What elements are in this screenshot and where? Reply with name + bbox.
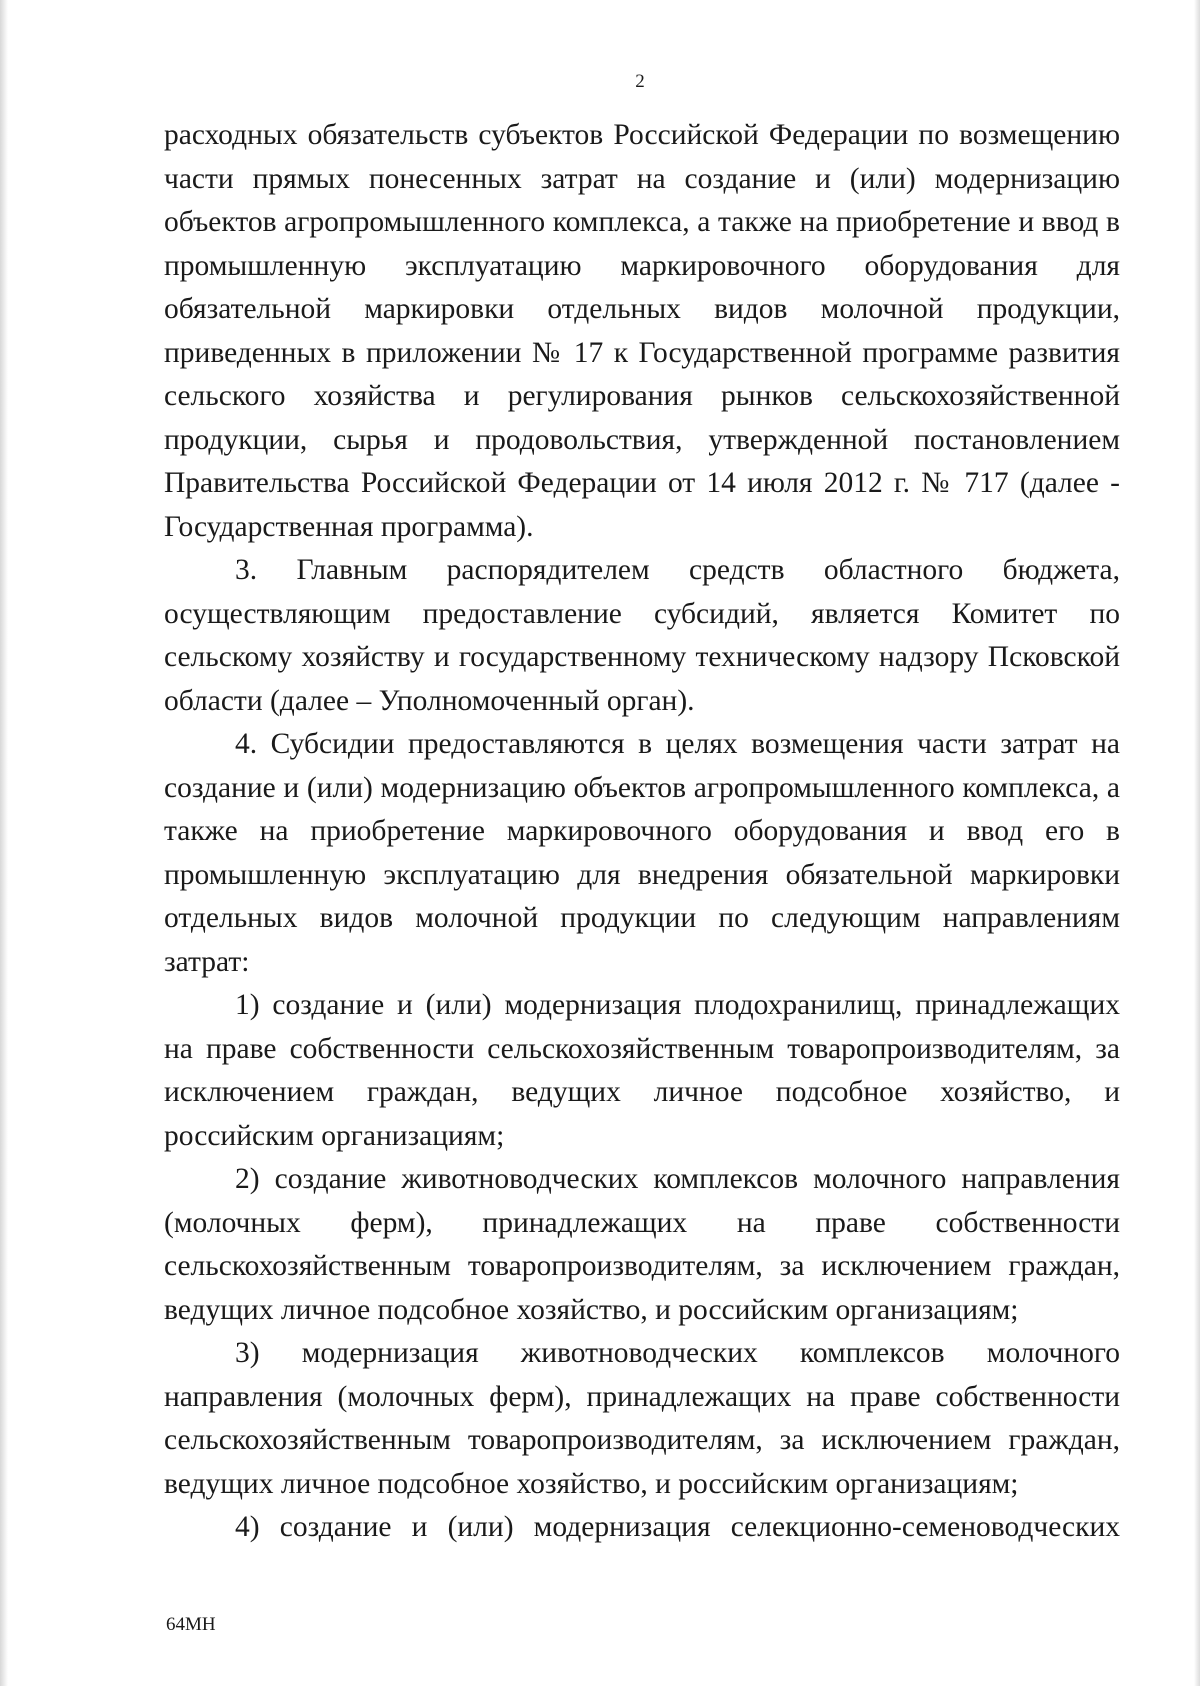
paragraph-item-3: 3. Главным распорядителем средств областного бюджета, осуществляющим предоставление субсидий, является Комитет по сельскому хозяйству и государственному техническому надзору Псковской области (далее – Уполномоченный орган). <box>164 554 1120 717</box>
scan-edge-left <box>0 0 8 1686</box>
subitem-2: 2) создание животноводческих комплексов молочного направления (молочных ферм), принадлежащих на праве собственности сельскохозяйственным товаропроизводителям, за исключением граждан, ведущих личное подсобное хозяйство, и российским организациям; <box>164 1163 1120 1326</box>
scan-edge-right <box>1194 0 1200 1686</box>
page-number: 2 <box>635 71 645 92</box>
paragraph-continuation: расходных обязательств субъектов Российской Федерации по возмещению части прямых понесенных затрат на создание и (или) модернизацию объектов агропромышленного комплекса, а также на приобретение и ввод в промышленную эксплуатацию маркировочного оборудования для обязательной маркировки отдельных видов молочной продукции, приведенных в приложении № 17 к Государственной программе развития сельского хозяйства и регулирования рынков сельскохозяйственной продукции, сырья и продовольствия, утвержденной постановлением Правительства Российской Федерации от 14 июля 2012 г. № 717 (далее - Государственная программа). <box>164 119 1120 543</box>
paragraph-item-4: 4. Субсидии предоставляются в целях возмещения части затрат на создание и (или) модернизацию объектов агропромышленного комплекса, а также на приобретение маркировочного оборудования и ввод его в промышленную эксплуатацию для внедрения обязательной маркировки отдельных видов молочной продукции по следующим направлениям затрат: <box>164 728 1120 978</box>
document-body <box>164 114 1120 1550</box>
footer-document-code: 64МН <box>166 1614 216 1635</box>
subitem-3: 3) модернизация животноводческих комплексов молочного направления (молочных ферм), принадлежащих на праве собственности сельскохозяйственным товаропроизводителям, за исключением граждан, ведущих личное подсобное хозяйство, и российским организациям; <box>164 1337 1120 1500</box>
subitem-4: 4) создание и (или) модернизация селекционно-семеноводческих <box>235 1511 1120 1543</box>
subitem-1: 1) создание и (или) модернизация плодохранилищ, принадлежащих на праве собственности сельскохозяйственным товаропроизводителям, за исключением граждан, ведущих личное подсобное хозяйство, и российским организациям; <box>164 989 1120 1152</box>
